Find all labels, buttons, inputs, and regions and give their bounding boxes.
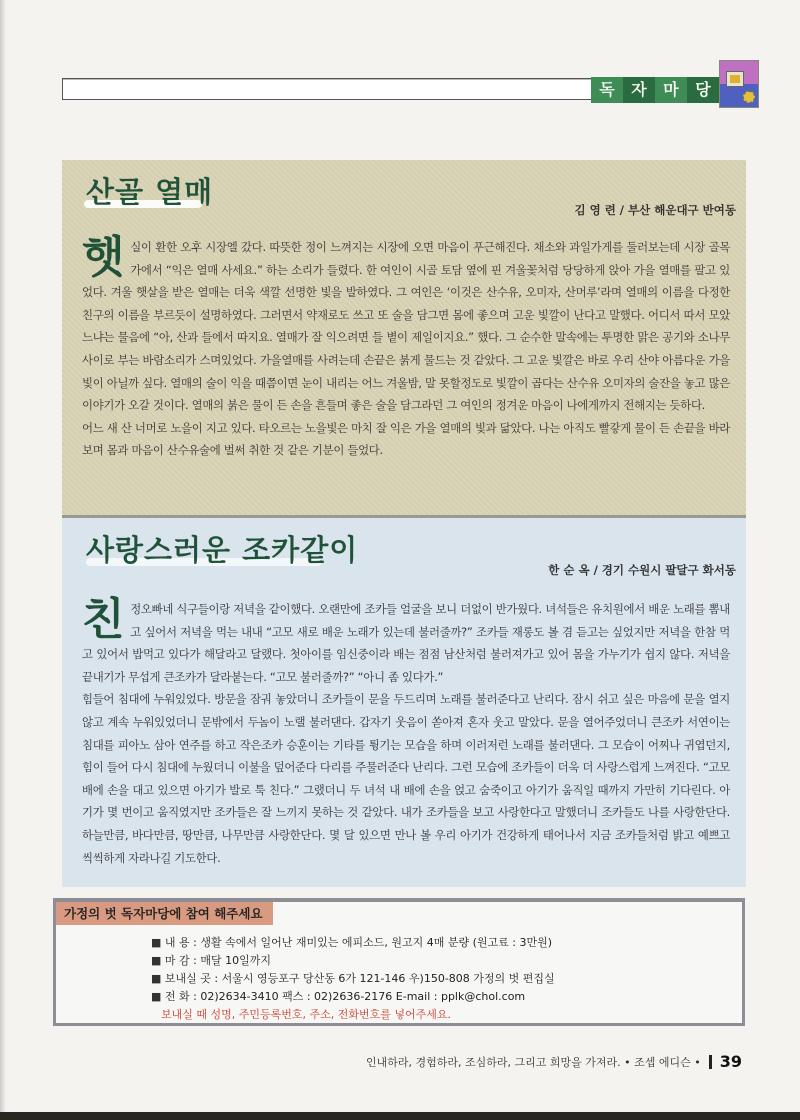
notice-item: ■ 내 용 : 생활 속에서 일어난 재미있는 에피소드, 원고지 4매 분량 (원고료 : 3만원)	[151, 934, 555, 952]
footer-quote: 인내하라, 경험하라, 조심하라, 그리고 희망을 가져라. • 조셉 에디슨 •	[366, 1055, 701, 1069]
article-title: 사랑스러운 조카같이	[86, 533, 359, 567]
computer-mail-icon	[719, 60, 759, 108]
notice-item: ■ 마 감 : 매달 10일까지	[151, 952, 555, 970]
article-title: 산골 열매	[86, 175, 214, 209]
scan-edge	[0, 0, 6, 1120]
header-rule	[62, 78, 592, 100]
section-char: 마	[655, 77, 687, 103]
article-paragraph: 정오빠네 식구들이랑 저녁을 같이했다. 오랜만에 조카들 얼굴을 보니 더없이 반가웠다. 녀석들은 유치원에서 배운 노래를 뽐내고 싶어서 저녁을 먹는 내내 “고모 새로 배운 노래가 있는데 불러줄까?” 조카들 재롱도 볼 겸 듣고는 싶었지만 저녁을 한참 먹고 있어서 밥먹고 있다가 해달라고 달랬다. 첫아이를 임신중이라 배는 점점 남산처럼 불러져가고 있어 몸을 가누기가 쉽지 않다. 저녁을 끝내기가 무섭게 큰조카가 달라붙는다. “고모 불러줄까?” “아니 좀 있다가.”	[82, 602, 730, 684]
submission-notice	[53, 898, 745, 1026]
page-footer	[366, 1052, 742, 1071]
gear-icon	[743, 91, 755, 103]
article-byline: 김 영 련 / 부산 해운대구 반여동	[574, 203, 736, 217]
notice-item: ■ 전 화 : 02)2634-3410 팩스 : 02)2636-2176 E-mail : pplk@chol.com	[151, 988, 555, 1006]
section-char: 자	[623, 77, 655, 103]
notice-item: ■ 보내실 곳 : 서울시 영등포구 당산동 6가 121-146 우)150-808 가정의 벗 편집실	[151, 970, 555, 988]
notice-list	[151, 934, 555, 1006]
section-tag	[591, 77, 719, 103]
page-number: 39	[719, 1052, 742, 1071]
article-body	[82, 232, 730, 462]
scan-edge	[0, 1112, 800, 1120]
dropcap: 친	[82, 594, 125, 645]
article-panel	[62, 515, 746, 887]
monitor-icon	[726, 71, 744, 87]
article-body	[82, 594, 730, 869]
article-panel	[62, 160, 746, 515]
section-char: 당	[687, 77, 719, 103]
article-byline: 한 순 옥 / 경기 수원시 팔달구 화서동	[548, 563, 736, 577]
section-char: 독	[591, 77, 623, 103]
article-paragraph: 실이 환한 오후 시장엘 갔다. 따뜻한 정이 느껴지는 시장에 오면 마음이 푸근해진다. 채소와 과일가게를 둘러보는데 시장 골목가에서 “익은 열매 사세요.” 하는 소리가 들렸다. 한 여인이 시골 토담 옆에 핀 겨울꽃처럼 당당하게 앉아 가을 열매를 팔고 있었다. 겨울 햇살을 받은 열매는 더욱 색깔 선명한 빛을 발하였다. 그 여인은 ‘이것은 산수유, 오미자, 산머루’라며 열매의 이름을 다정한 친구의 이름을 부르듯이 설명하였다. 그러면서 약재로도 쓰고 또 술을 담그면 몸에 좋으며 고운 빛깔이 난다고 말했다. 어디서 따서 모았느냐는 물음에 “아, 산과 들에서 따지요. 열매가 잘 익으려면 들 볕이 제일이지요.” 했다. 그 순수한 말속에는 투명한 맑은 공기와 소나무 사이로 부는 바람소리가 스며있었다. 가을열매를 사려는데 손끝은 붉게 물드는 것 같았다. 그 고운 빛깔은 바로 우리 산야 아름다운 가을빛이 아닐까 싶다. 열매의 술이 익을 때쯤이면 눈이 내리는 어느 겨울밤, 말 못할정도로 빛깔이 곱다는 산수유 오미자의 술잔을 놓고 많은 이야기가 오갈 것이다. 열매의 붉은 물이 든 손을 흔들며 좋은 술을 담그라던 그 여인의 정겨운 마음이 나에게까지 전해지는 듯하다.	[82, 240, 730, 413]
notice-note: 보내실 때 성명, 주민등록번호, 주소, 전화번호를 넣어주세요.	[161, 1008, 451, 1021]
divider	[709, 1055, 712, 1069]
notice-title: 가정의 벗 독자마당에 참여 해주세요	[56, 902, 273, 925]
article-paragraph: 어느 새 산 너머로 노을이 지고 있다. 타오르는 노을빛은 마치 잘 익은 가을 열매의 빛과 닮았다. 나는 아직도 빨갛게 물이 든 손끝을 바라보며 몸과 마음이 산수유술에 벌써 취한 것 같은 기분이 들었다.	[82, 420, 730, 458]
dropcap: 햇	[82, 232, 125, 283]
article-paragraph: 힘들어 침대에 누워있었다. 방문을 잠궈 놓았더니 조카들이 문을 두드리며 노래를 불러준다고 난리다. 잠시 쉬고 싶은 마음에 문을 열지않고 계속 누워있었더니 문밖에서 두놈이 노랠 불러댄다. 갑자기 웃음이 쏟아져 혼자 웃고 말았다. 문을 열어주었더니 큰조카 서연이는 침대를 피아노 삼아 연주를 하고 작은조카 승훈이는 기타를 튕기는 모습을 하며 이러저런 노래를 불러댄다. 그 모습이 어찌나 귀엽던지, 힘이 들어 다시 침대에 누웠더니 이불을 덮어준다 다리를 주물러준다 난리다. 그런 모습에 조카들이 더욱 더 사랑스럽게 느껴진다. “고모배에 손을 대고 있으면 아기가 발로 툭 친다.” 그랬더니 두 녀석 내 배에 손을 얹고 숨죽이고 아기가 움직일 때까지 가만히 기다린다. 아기가 몇 번이고 움직였지만 조카들은 잘 느끼지 못하는 것 같았다. 내가 조카들을 보고 사랑한다고 말했더니 조카들도 나를 사랑한단다. 하늘만큼, 바다만큼, 땅만큼, 나무만큼 사랑한단다. 몇 달 있으면 만나 볼 우리 아기가 건강하게 태어나서 지금 조카들처럼 밝고 예쁘고 씩씩하게 자라나길 기도한다.	[82, 692, 730, 865]
